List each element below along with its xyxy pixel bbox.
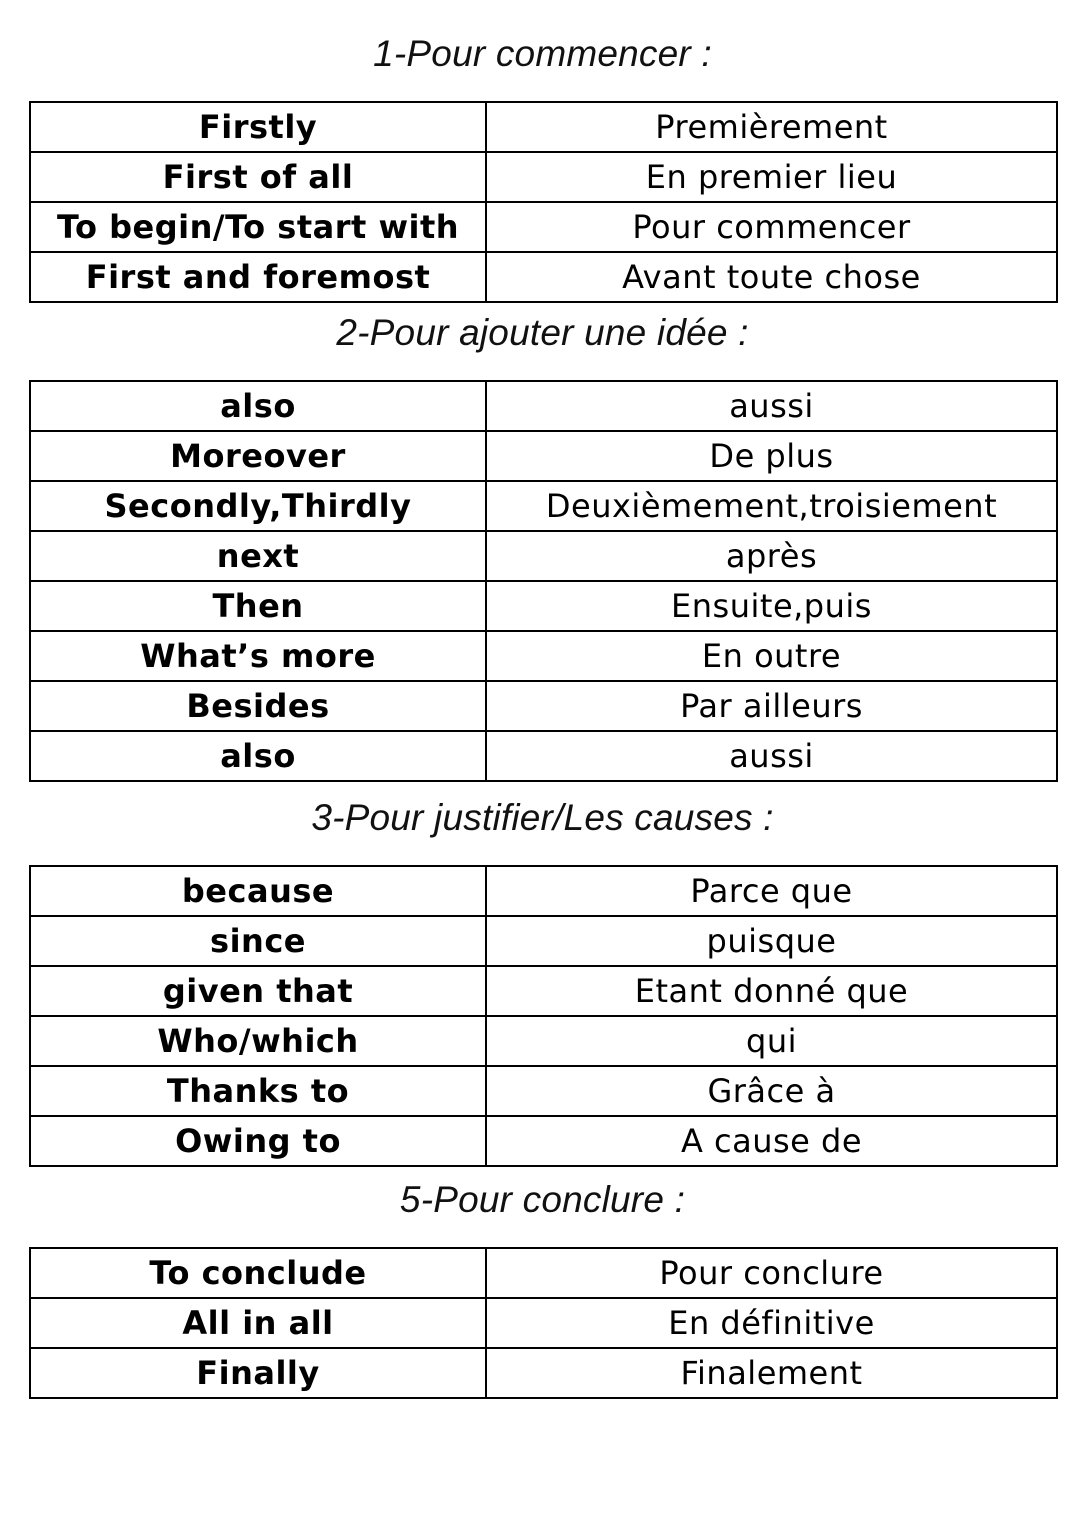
vocab-table <box>29 101 1058 303</box>
table-row <box>30 1066 1057 1116</box>
table-row <box>30 481 1057 531</box>
french-term: En premier lieu <box>486 152 1057 202</box>
table-row <box>30 681 1057 731</box>
english-term: Firstly <box>30 102 486 152</box>
section-title: 3-Pour justifier/Les causes : <box>311 797 774 838</box>
french-term: qui <box>486 1016 1057 1066</box>
french-term: De plus <box>486 431 1057 481</box>
french-term: après <box>486 531 1057 581</box>
table-row <box>30 381 1057 431</box>
section-title: 1-Pour commencer : <box>373 33 712 74</box>
french-term: En définitive <box>486 1298 1057 1348</box>
english-term: next <box>30 531 486 581</box>
french-term: Pour commencer <box>486 202 1057 252</box>
english-term: also <box>30 381 486 431</box>
table-row <box>30 1116 1057 1166</box>
english-term: because <box>30 866 486 916</box>
english-term: What’s more <box>30 631 486 681</box>
english-term: First of all <box>30 152 486 202</box>
french-term: A cause de <box>486 1116 1057 1166</box>
section-title: 5-Pour conclure : <box>399 1179 686 1220</box>
table-row <box>30 202 1057 252</box>
english-term: Owing to <box>30 1116 486 1166</box>
french-term: Ensuite,puis <box>486 581 1057 631</box>
english-term: also <box>30 731 486 781</box>
english-term: Thanks to <box>30 1066 486 1116</box>
english-term: Secondly,Thirdly <box>30 481 486 531</box>
table-row <box>30 1248 1057 1298</box>
english-term: To conclude <box>30 1248 486 1298</box>
english-term: given that <box>30 966 486 1016</box>
french-term: Par ailleurs <box>486 681 1057 731</box>
table-row <box>30 531 1057 581</box>
english-term: First and foremost <box>30 252 486 302</box>
english-term: since <box>30 916 486 966</box>
vocab-table <box>29 380 1058 782</box>
french-term: puisque <box>486 916 1057 966</box>
french-term: En outre <box>486 631 1057 681</box>
french-term: Avant toute chose <box>486 252 1057 302</box>
table-row <box>30 966 1057 1016</box>
vocab-table <box>29 1247 1058 1399</box>
table-row <box>30 252 1057 302</box>
table-row <box>30 1298 1057 1348</box>
table-row <box>30 102 1057 152</box>
english-term: To begin/To start with <box>30 202 486 252</box>
table-row <box>30 731 1057 781</box>
table-row <box>30 152 1057 202</box>
table-row <box>30 581 1057 631</box>
french-term: Finalement <box>486 1348 1057 1398</box>
english-term: Besides <box>30 681 486 731</box>
vocab-table <box>29 865 1058 1167</box>
french-term: Pour conclure <box>486 1248 1057 1298</box>
table-row <box>30 866 1057 916</box>
french-term: Premièrement <box>486 102 1057 152</box>
french-term: aussi <box>486 731 1057 781</box>
table-row <box>30 431 1057 481</box>
french-term: Deuxièmement,troisiement <box>486 481 1057 531</box>
english-term: Who/which <box>30 1016 486 1066</box>
table-row <box>30 1016 1057 1066</box>
table-row <box>30 1348 1057 1398</box>
french-term: aussi <box>486 381 1057 431</box>
english-term: Finally <box>30 1348 486 1398</box>
french-term: Etant donné que <box>486 966 1057 1016</box>
french-term: Grâce à <box>486 1066 1057 1116</box>
english-term: All in all <box>30 1298 486 1348</box>
table-row <box>30 631 1057 681</box>
table-row <box>30 916 1057 966</box>
section-title: 2-Pour ajouter une idée : <box>336 312 749 353</box>
french-term: Parce que <box>486 866 1057 916</box>
english-term: Then <box>30 581 486 631</box>
english-term: Moreover <box>30 431 486 481</box>
